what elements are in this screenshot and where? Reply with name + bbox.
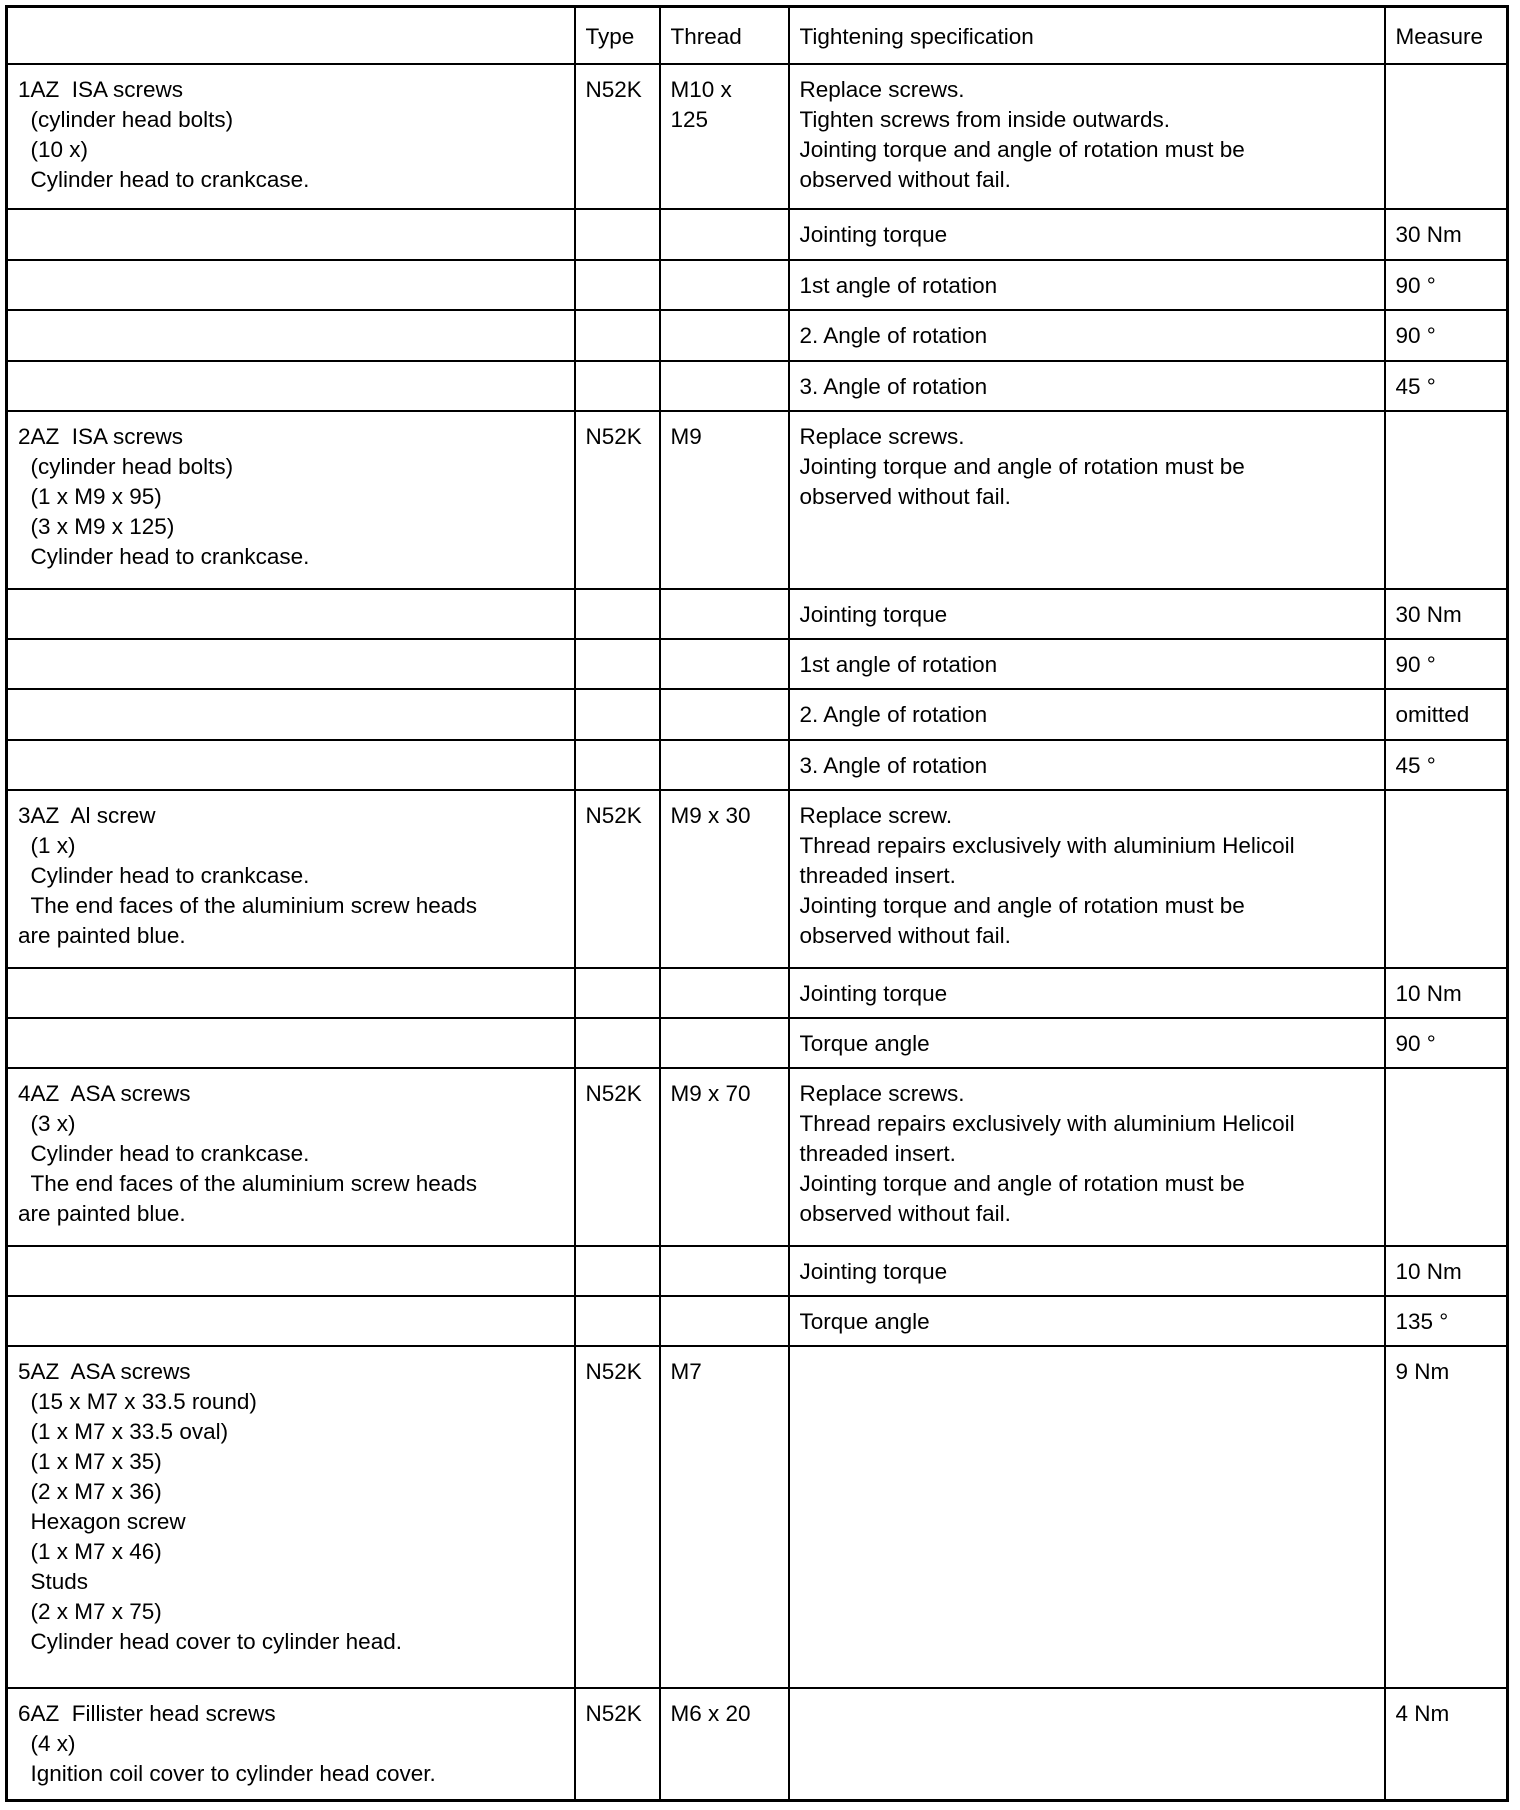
cell-measure: 90 ° — [1385, 1018, 1508, 1068]
cell-spec: 1st angle of rotation — [789, 260, 1385, 310]
cell-component — [7, 589, 575, 639]
table-row — [7, 1068, 1508, 1245]
cell-measure: 4 Nm — [1385, 1688, 1508, 1800]
cell-spec: Torque angle — [789, 1296, 1385, 1346]
table-row — [7, 1346, 1508, 1688]
cell-measure: 45 ° — [1385, 740, 1508, 790]
table-row — [7, 260, 1508, 310]
cell-measure: 90 ° — [1385, 639, 1508, 689]
cell-measure: 10 Nm — [1385, 968, 1508, 1018]
cell-thread — [660, 361, 789, 411]
cell-component — [7, 1246, 575, 1296]
cell-component — [7, 639, 575, 689]
cell-spec: 3. Angle of rotation — [789, 361, 1385, 411]
header-type: Type — [575, 7, 660, 65]
header-tightening-specification: Tightening specification — [789, 7, 1385, 65]
cell-type: N52K — [575, 1346, 660, 1688]
cell-spec: Replace screws. Jointing torque and angle of rotation must be observed without fail. — [789, 411, 1385, 588]
table-row — [7, 361, 1508, 411]
cell-thread — [660, 740, 789, 790]
cell-thread — [660, 589, 789, 639]
cell-type — [575, 1018, 660, 1068]
table-row — [7, 1296, 1508, 1346]
cell-spec: 1st angle of rotation — [789, 639, 1385, 689]
table-body — [7, 64, 1508, 1801]
cell-type — [575, 689, 660, 739]
cell-measure: 9 Nm — [1385, 1346, 1508, 1688]
table-row — [7, 740, 1508, 790]
cell-type — [575, 310, 660, 360]
cell-type — [575, 209, 660, 260]
cell-spec: 2. Angle of rotation — [789, 310, 1385, 360]
table-row — [7, 1246, 1508, 1296]
cell-thread — [660, 310, 789, 360]
cell-thread — [660, 639, 789, 689]
cell-component: 3AZ Al screw (1 x) Cylinder head to crankcase. The end faces of the aluminium screw heads are painted blue. — [7, 790, 575, 967]
tightening-spec-table — [5, 5, 1509, 1802]
cell-spec — [789, 1688, 1385, 1800]
cell-spec: Jointing torque — [789, 968, 1385, 1018]
header-thread: Thread — [660, 7, 789, 65]
cell-thread — [660, 968, 789, 1018]
cell-component — [7, 260, 575, 310]
cell-type: N52K — [575, 64, 660, 209]
cell-type — [575, 1246, 660, 1296]
cell-measure — [1385, 64, 1508, 209]
cell-component — [7, 361, 575, 411]
table-row — [7, 968, 1508, 1018]
cell-thread — [660, 1296, 789, 1346]
cell-spec: Replace screws. Thread repairs exclusively with aluminium Helicoil threaded insert. Jointing torque and angle of rotation must be observed without fail. — [789, 1068, 1385, 1245]
cell-thread: M6 x 20 — [660, 1688, 789, 1800]
cell-type — [575, 260, 660, 310]
cell-measure — [1385, 411, 1508, 588]
cell-type — [575, 639, 660, 689]
table-row — [7, 639, 1508, 689]
header-row — [7, 7, 1508, 65]
cell-component — [7, 1018, 575, 1068]
cell-thread — [660, 260, 789, 310]
cell-measure — [1385, 1068, 1508, 1245]
cell-component: 5AZ ASA screws (15 x M7 x 33.5 round) (1 x M7 x 33.5 oval) (1 x M7 x 35) (2 x M7 x 36) Hexagon screw (1 x M7 x 46) Studs (2 x M7 x 75) Cylinder head cover to cylinder head. — [7, 1346, 575, 1688]
cell-component — [7, 209, 575, 260]
cell-measure: 45 ° — [1385, 361, 1508, 411]
cell-measure: 90 ° — [1385, 310, 1508, 360]
cell-component: 2AZ ISA screws (cylinder head bolts) (1 x M9 x 95) (3 x M9 x 125) Cylinder head to crankcase. — [7, 411, 575, 588]
cell-spec: Jointing torque — [789, 1246, 1385, 1296]
cell-type — [575, 589, 660, 639]
table-row — [7, 589, 1508, 639]
cell-component — [7, 968, 575, 1018]
cell-thread — [660, 689, 789, 739]
cell-type: N52K — [575, 1068, 660, 1245]
cell-spec: Replace screw. Thread repairs exclusively with aluminium Helicoil threaded insert. Jointing torque and angle of rotation must be observed without fail. — [789, 790, 1385, 967]
header-component — [7, 7, 575, 65]
cell-type: N52K — [575, 790, 660, 967]
cell-spec: Replace screws. Tighten screws from inside outwards. Jointing torque and angle of rotation must be observed without fail. — [789, 64, 1385, 209]
cell-thread: M9 — [660, 411, 789, 588]
cell-component: 4AZ ASA screws (3 x) Cylinder head to crankcase. The end faces of the aluminium screw heads are painted blue. — [7, 1068, 575, 1245]
cell-component: 6AZ Fillister head screws (4 x) Ignition coil cover to cylinder head cover. — [7, 1688, 575, 1800]
cell-thread: M9 x 30 — [660, 790, 789, 967]
cell-thread — [660, 1018, 789, 1068]
cell-thread — [660, 209, 789, 260]
cell-component: 1AZ ISA screws (cylinder head bolts) (10 x) Cylinder head to crankcase. — [7, 64, 575, 209]
cell-spec: 2. Angle of rotation — [789, 689, 1385, 739]
cell-type — [575, 740, 660, 790]
table-row — [7, 1018, 1508, 1068]
cell-component — [7, 689, 575, 739]
cell-spec — [789, 1346, 1385, 1688]
cell-type: N52K — [575, 1688, 660, 1800]
table-row — [7, 209, 1508, 260]
cell-component — [7, 740, 575, 790]
table-row — [7, 310, 1508, 360]
cell-measure: 135 ° — [1385, 1296, 1508, 1346]
table-row — [7, 790, 1508, 967]
cell-component — [7, 310, 575, 360]
cell-component — [7, 1296, 575, 1346]
cell-type — [575, 968, 660, 1018]
cell-measure — [1385, 790, 1508, 967]
table-row — [7, 64, 1508, 209]
cell-spec: Jointing torque — [789, 589, 1385, 639]
cell-type: N52K — [575, 411, 660, 588]
cell-type — [575, 1296, 660, 1346]
cell-measure: 90 ° — [1385, 260, 1508, 310]
header-measure: Measure — [1385, 7, 1508, 65]
cell-thread — [660, 1246, 789, 1296]
cell-thread: M9 x 70 — [660, 1068, 789, 1245]
cell-thread: M7 — [660, 1346, 789, 1688]
table-row — [7, 689, 1508, 739]
cell-spec: 3. Angle of rotation — [789, 740, 1385, 790]
table-row — [7, 1688, 1508, 1800]
table-row — [7, 411, 1508, 588]
cell-thread: M10 x 125 — [660, 64, 789, 209]
cell-spec: Jointing torque — [789, 209, 1385, 260]
cell-measure: 30 Nm — [1385, 589, 1508, 639]
cell-measure: omitted — [1385, 689, 1508, 739]
cell-measure: 30 Nm — [1385, 209, 1508, 260]
cell-measure: 10 Nm — [1385, 1246, 1508, 1296]
cell-spec: Torque angle — [789, 1018, 1385, 1068]
cell-type — [575, 361, 660, 411]
